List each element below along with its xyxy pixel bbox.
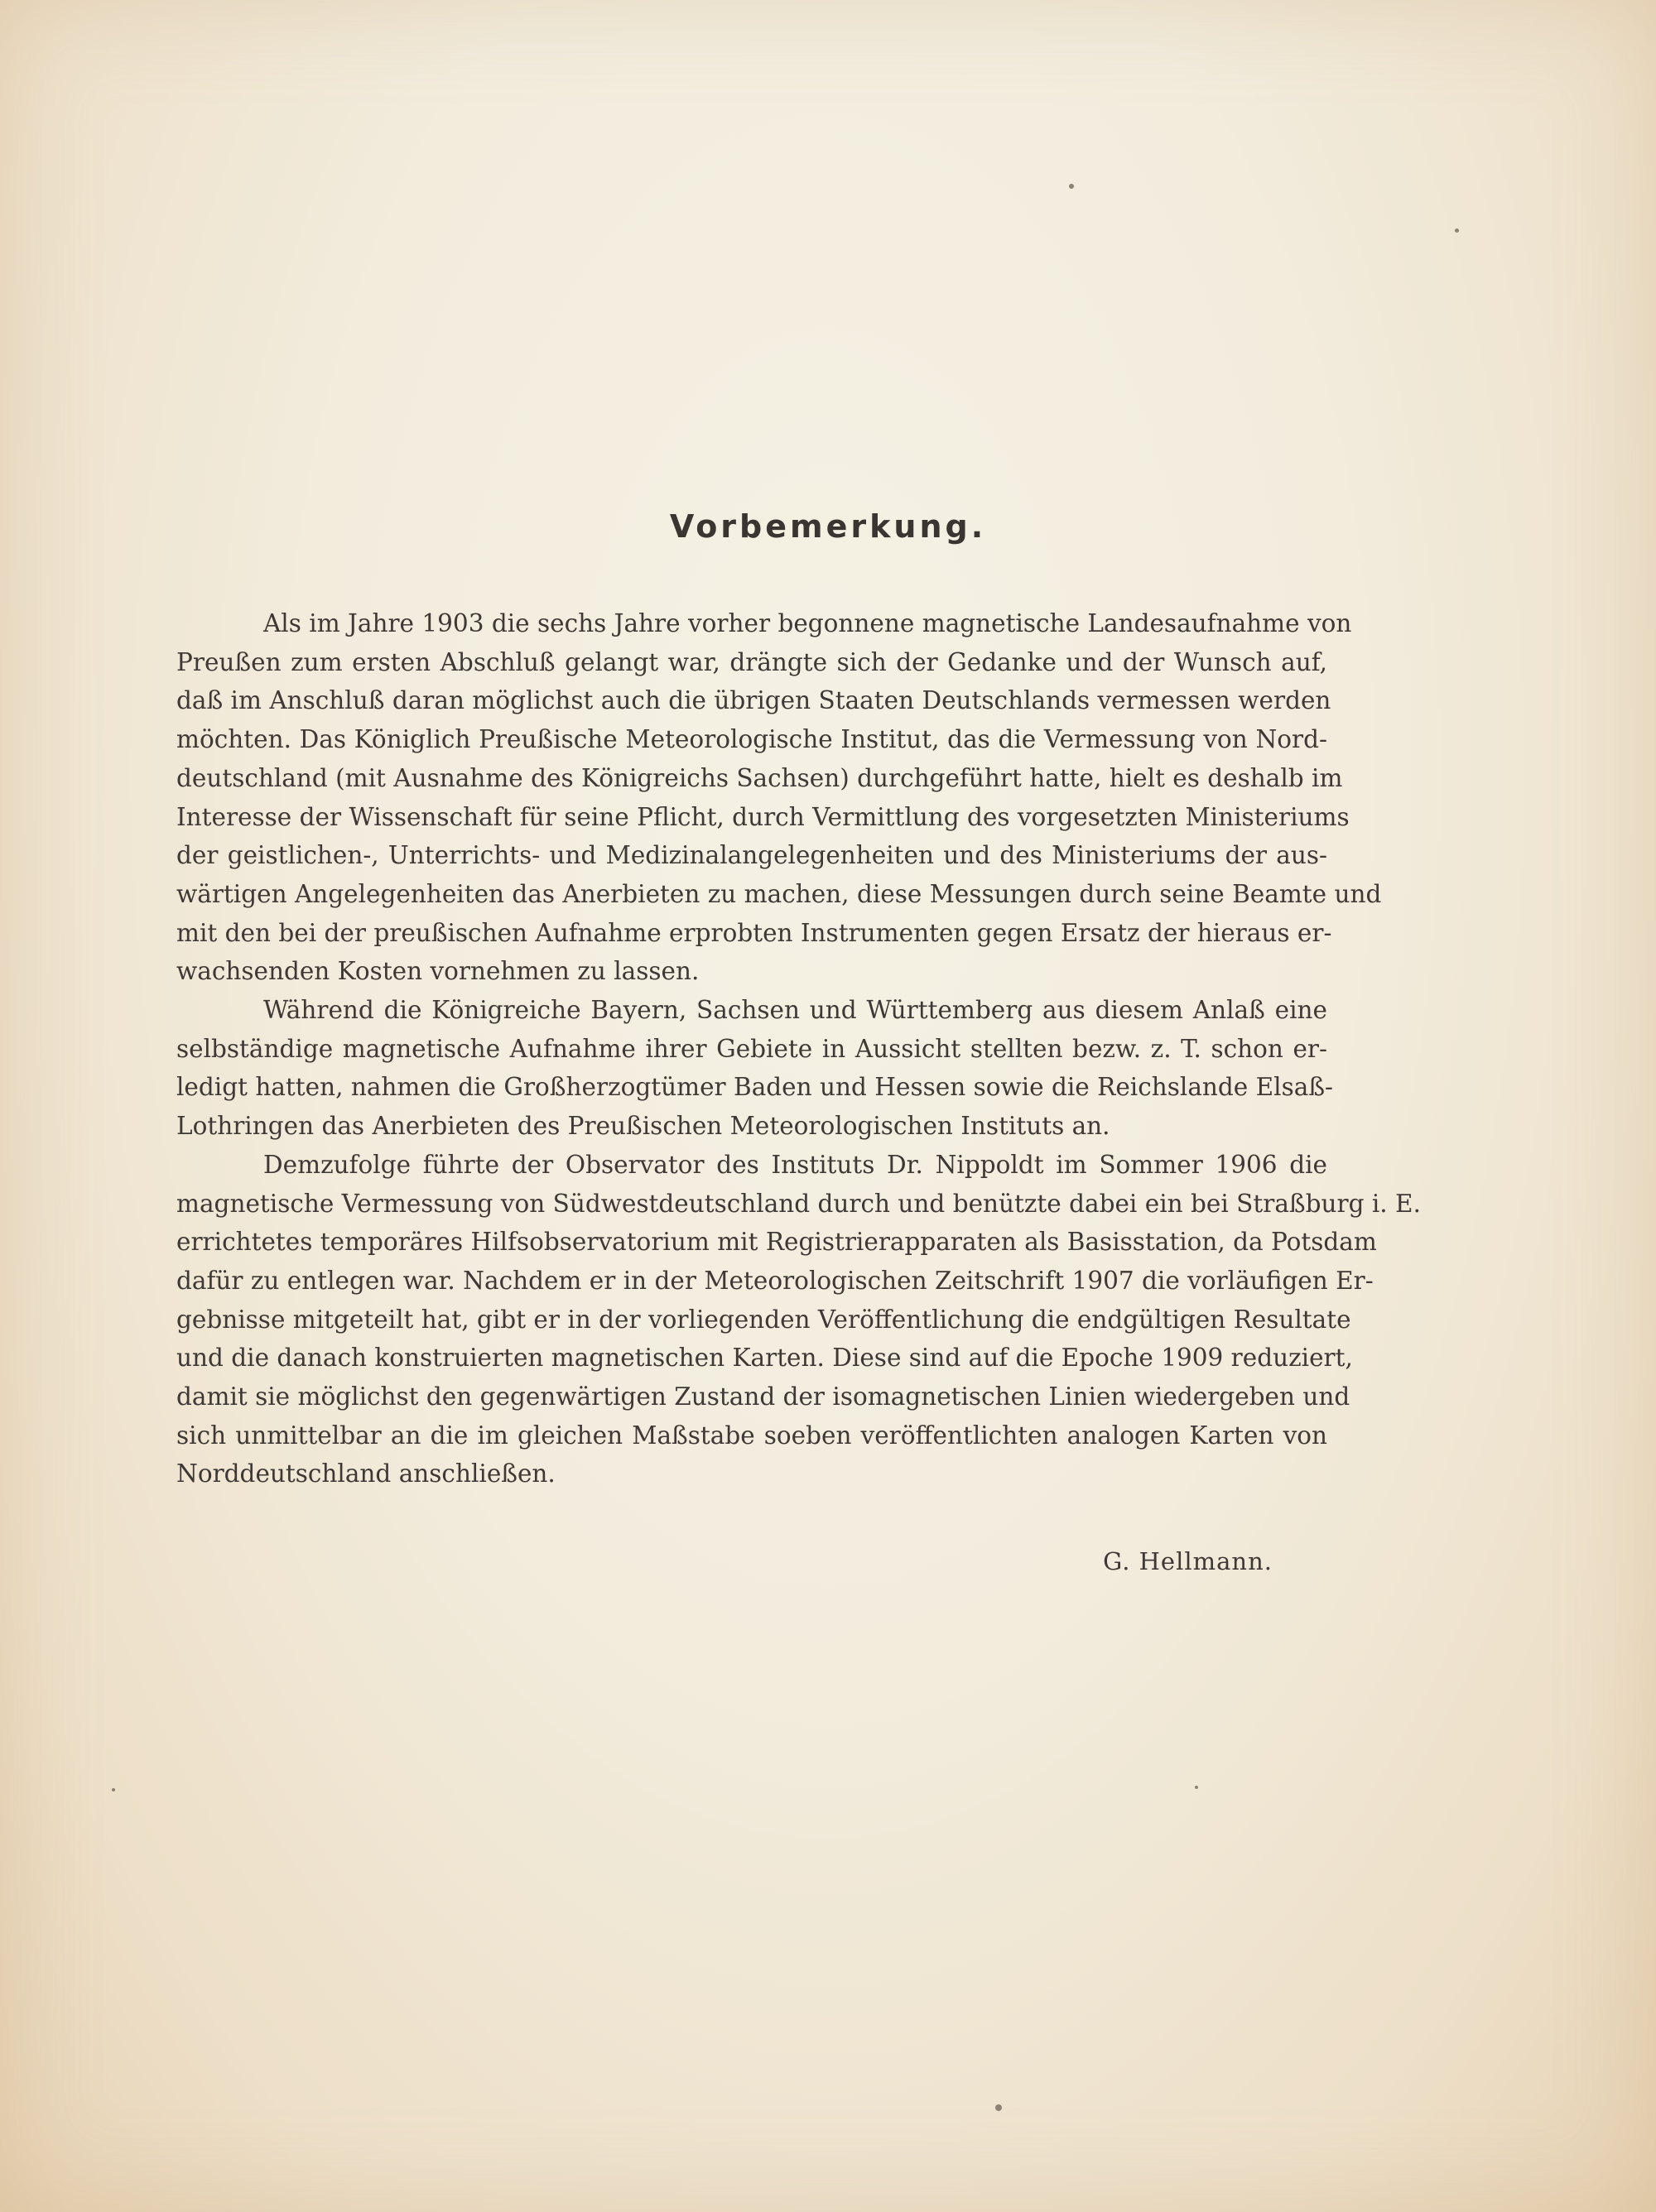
paper-speck bbox=[1195, 1786, 1198, 1789]
paper-speck bbox=[1455, 228, 1459, 233]
paper-speck bbox=[995, 2104, 1002, 2111]
text-line: damit sie möglichst den gegenwärtigen Zustand der isomagnetischen Linien wiedergeben und bbox=[176, 1382, 1350, 1411]
text-line: und die danach konstruierten magnetischen Karten. Diese sind auf die Epoche 1909 reduziert, bbox=[176, 1344, 1353, 1373]
text-line: Norddeutschland anschließen. bbox=[176, 1459, 556, 1488]
text-line: gebnisse mitgeteilt hat, gibt er in der vorliegenden Veröffentlichung die endgültigen Resultate bbox=[176, 1305, 1351, 1334]
text-line: Interesse der Wissenschaft für seine Pflicht, durch Vermittlung des vorgesetzten Ministeriums bbox=[176, 802, 1350, 831]
text-line: wärtigen Angelegenheiten das Anerbieten zu machen, diese Messungen durch seine Beamte und bbox=[176, 879, 1382, 908]
text-line: Preußen zum ersten Abschluß gelangt war, drängte sich der Gedanke und der Wunsch auf, bbox=[176, 647, 1327, 676]
text-line: Als im Jahre 1903 die sechs Jahre vorher begonnene magnetische Landesaufnahme von bbox=[263, 609, 1352, 637]
text-line: errichtetes temporäres Hilfsobservatorium mit Registrierapparaten als Basisstation, da Potsdam bbox=[176, 1228, 1377, 1257]
page-title: Vorbemerkung. bbox=[669, 508, 987, 545]
text-line: daß im Anschluß daran möglichst auch die übrigen Staaten Deutschlands vermessen werden bbox=[176, 686, 1331, 715]
text-line: ledigt hatten, nahmen die Großherzogtümer Baden und Hessen sowie die Reichslande Elsaß- bbox=[176, 1073, 1334, 1102]
text-line: wachsenden Kosten vornehmen zu lassen. bbox=[176, 957, 700, 986]
text-line: Während die Königreiche Bayern, Sachsen und Württemberg aus diesem Anlaß eine bbox=[263, 996, 1327, 1025]
text-line: mit den bei der preußischen Aufnahme erprobten Instrumenten gegen Ersatz der hieraus er- bbox=[176, 918, 1332, 947]
text-line: deutschland (mit Ausnahme des Königreichs Sachsen) durchgeführt hatte, hielt es deshalb im bbox=[176, 763, 1343, 792]
paper-speck bbox=[112, 1788, 115, 1791]
text-line: dafür zu entlegen war. Nachdem er in der Meteorologischen Zeitschrift 1907 die vorläufigen Er- bbox=[176, 1266, 1374, 1295]
text-line: selbständige magnetische Aufnahme ihrer Gebiete in Aussicht stellten bezw. z. T. schon er- bbox=[176, 1034, 1327, 1063]
text-line: möchten. Das Königlich Preußische Meteorologische Institut, das die Vermessung von Nord- bbox=[176, 725, 1327, 754]
paragraph-2 bbox=[176, 991, 1334, 1146]
paper-speck bbox=[1069, 184, 1074, 189]
text-line: der geistlichen-, Unterrichts- und Medizinalangelegenheiten und des Ministeriums der aus- bbox=[176, 841, 1327, 870]
body-text bbox=[176, 604, 1421, 1493]
text-line: sich unmittelbar an die im gleichen Maßstabe soeben veröffentlichten analogen Karten von bbox=[176, 1421, 1327, 1450]
paragraph-1 bbox=[176, 604, 1382, 991]
text-line: Demzufolge führte der Observator des Instituts Dr. Nippoldt im Sommer 1906 die bbox=[263, 1150, 1327, 1179]
text-line: Lothringen das Anerbieten des Preußischen Meteorologischen Instituts an. bbox=[176, 1112, 1110, 1141]
paragraph-3 bbox=[176, 1146, 1421, 1493]
text-line: magnetische Vermessung von Südwestdeutschland durch und benützte dabei ein bei Straßburg i. E. bbox=[176, 1189, 1421, 1218]
signature: G. Hellmann. bbox=[1103, 1547, 1273, 1575]
